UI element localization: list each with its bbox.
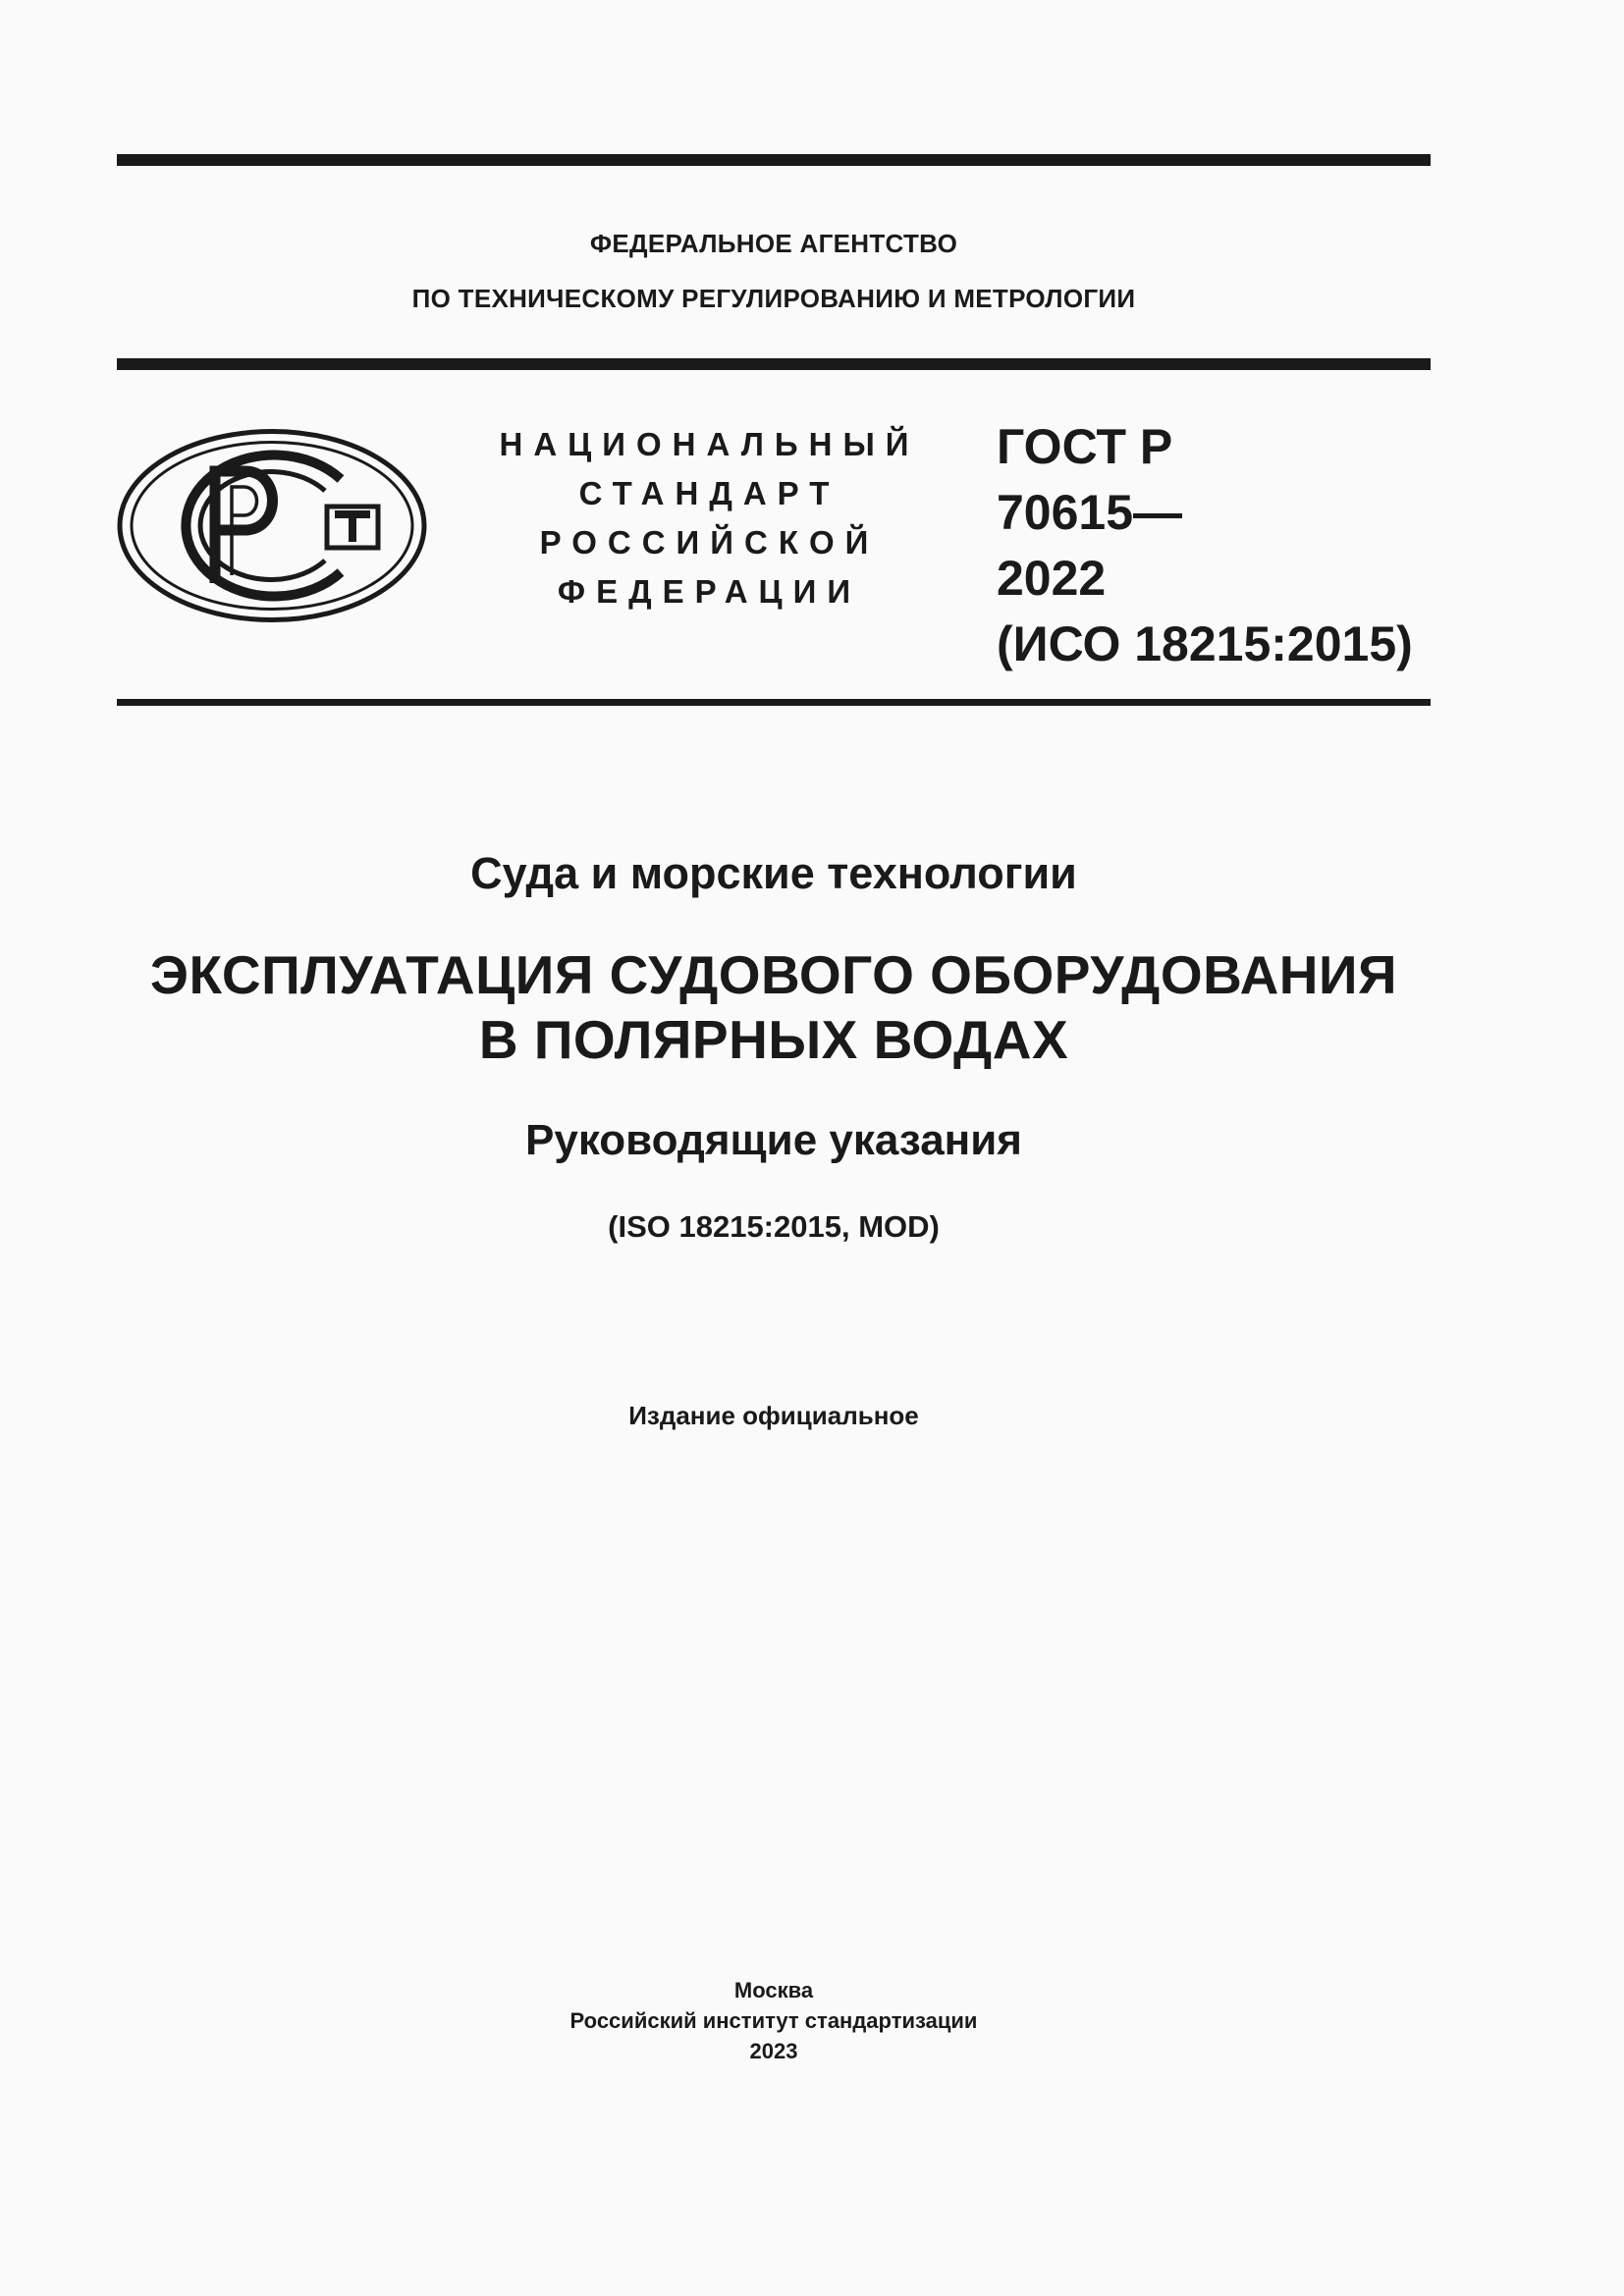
- imprint-city: Москва: [733, 1978, 814, 2002]
- title-line-1: ЭКСПЛУАТАЦИЯ СУДОВОГО ОБОРУДОВАНИЯ: [149, 944, 1398, 1005]
- subtitle-text: Руководящие указания: [525, 1116, 1022, 1164]
- document-title: [117, 942, 1431, 1072]
- series-title-text: Суда и морские технологии: [470, 848, 1077, 898]
- top-rule: [117, 154, 1431, 166]
- agency-line-1: ФЕДЕРАЛЬНОЕ АГЕНТСТВО: [589, 229, 958, 258]
- bottom-rule: [117, 699, 1431, 706]
- standard-designation: [997, 414, 1429, 677]
- document-subtitle: [117, 1113, 1431, 1168]
- national-standard-line-1: НАЦИОНАЛЬНЫЙ: [499, 426, 920, 462]
- national-standard-line-2: СТАНДАРТ: [578, 475, 840, 511]
- agency-line-2: ПО ТЕХНИЧЕСКОМУ РЕГУЛИРОВАНИЮ И МЕТРОЛОГИИ: [411, 284, 1136, 313]
- designation-line-3: 2022: [997, 551, 1107, 606]
- series-title: [117, 846, 1431, 901]
- publisher-imprint: [117, 1975, 1431, 2066]
- designation-line-2: 70615—: [997, 485, 1183, 540]
- edition-text: Издание официальное: [628, 1401, 919, 1430]
- national-standard-line-4: ФЕДЕРАЦИИ: [557, 573, 862, 610]
- middle-rule: [117, 358, 1431, 370]
- agency-header: [117, 216, 1431, 326]
- title-line-2: В ПОЛЯРНЫХ ВОДАХ: [478, 1009, 1069, 1070]
- designation-line-4: (ИСО 18215:2015): [997, 616, 1413, 671]
- imprint-year: 2023: [749, 2039, 798, 2063]
- iso-reference-text: (ISO 18215:2015, MOD): [608, 1209, 940, 1244]
- rst-seal-icon: [117, 428, 427, 623]
- imprint-publisher: Российский институт стандартизации: [569, 2008, 978, 2033]
- national-standard-line-3: РОССИЙСКОЙ: [539, 524, 880, 561]
- edition-note: [117, 1399, 1431, 1432]
- national-standard-label: [471, 420, 947, 616]
- iso-reference: [117, 1207, 1431, 1247]
- designation-line-1: ГОСТ Р: [997, 419, 1173, 474]
